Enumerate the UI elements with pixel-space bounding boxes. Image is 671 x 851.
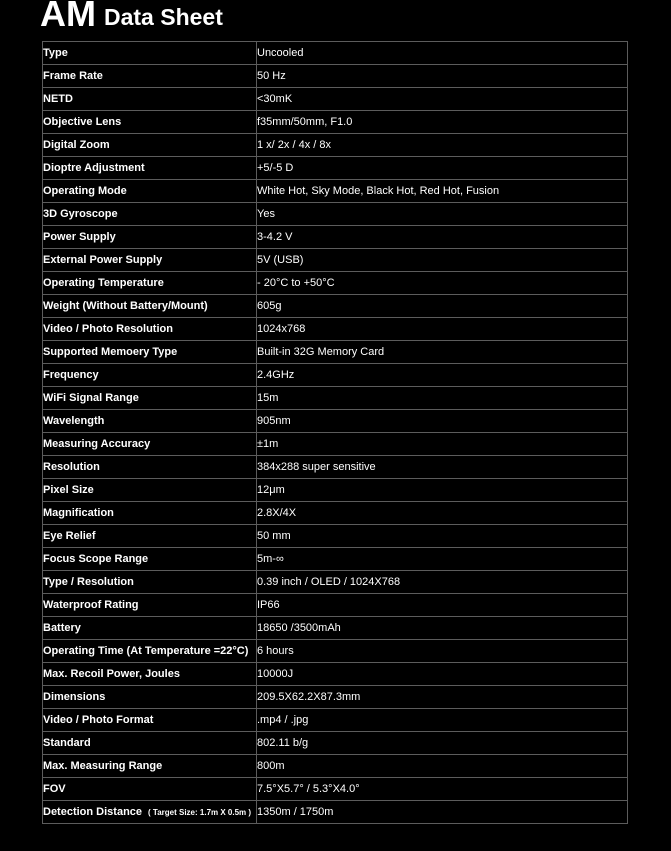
spec-label: Pixel Size: [43, 483, 94, 496]
spec-label: Operating Temperature: [43, 276, 164, 289]
spec-label: Video / Photo Format: [43, 713, 154, 726]
spec-label-cell: [43, 180, 257, 203]
spec-value: 2.4GHz: [257, 364, 628, 387]
spec-label-cell: [43, 548, 257, 571]
spec-row: [43, 617, 628, 640]
spec-label-cell: [43, 272, 257, 295]
spec-label-cell: [43, 433, 257, 456]
spec-value: 6 hours: [257, 640, 628, 663]
spec-label-cell: [43, 318, 257, 341]
spec-label: Focus Scope Range: [43, 552, 149, 565]
spec-row: [43, 65, 628, 88]
spec-table-body: [43, 42, 628, 824]
spec-row: [43, 686, 628, 709]
spec-value: White Hot, Sky Mode, Black Hot, Red Hot, Fusion: [257, 180, 628, 203]
spec-value: 1024x768: [257, 318, 628, 341]
spec-label: Operating Mode: [43, 184, 127, 197]
spec-label-cell: [43, 88, 257, 111]
spec-label: Eye Relief: [43, 529, 96, 542]
spec-value: 802.11 b/g: [257, 732, 628, 755]
spec-label: Type: [43, 46, 68, 59]
spec-row: [43, 479, 628, 502]
spec-label-cell: [43, 341, 257, 364]
spec-value: Yes: [257, 203, 628, 226]
spec-value: 5V (USB): [257, 249, 628, 272]
spec-label: Max. Recoil Power, Joules: [43, 667, 180, 680]
spec-value: 18650 /3500mAh: [257, 617, 628, 640]
spec-label: Dimensions: [43, 690, 106, 703]
spec-row: [43, 410, 628, 433]
spec-value: 384x288 super sensitive: [257, 456, 628, 479]
spec-row: [43, 318, 628, 341]
spec-label-cell: [43, 249, 257, 272]
spec-row: [43, 594, 628, 617]
spec-label: Operating Time (At Temperature =22°C): [43, 644, 249, 657]
spec-label: NETD: [43, 92, 73, 105]
spec-value: 800m: [257, 755, 628, 778]
spec-label-cell: [43, 709, 257, 732]
spec-label: Resolution: [43, 460, 100, 473]
spec-row: [43, 709, 628, 732]
spec-table: [42, 41, 628, 824]
spec-value: 10000J: [257, 663, 628, 686]
spec-row: [43, 640, 628, 663]
spec-label: Dioptre Adjustment: [43, 161, 145, 174]
spec-label-cell: [43, 295, 257, 318]
spec-row: [43, 755, 628, 778]
spec-value: IP66: [257, 594, 628, 617]
spec-label-cell: [43, 801, 257, 824]
spec-label: FOV: [43, 782, 66, 795]
spec-row: [43, 663, 628, 686]
spec-value: 1350m / 1750m: [257, 801, 628, 824]
spec-label-cell: [43, 364, 257, 387]
spec-label-cell: [43, 111, 257, 134]
spec-value: 605g: [257, 295, 628, 318]
spec-label: Digital Zoom: [43, 138, 110, 151]
page-header: [40, 0, 223, 32]
spec-label: Weight (Without Battery/Mount): [43, 299, 208, 312]
spec-row: [43, 364, 628, 387]
spec-row: [43, 134, 628, 157]
spec-label-cell: [43, 203, 257, 226]
spec-row: [43, 571, 628, 594]
spec-value: 15m: [257, 387, 628, 410]
spec-row: [43, 387, 628, 410]
spec-value: 3-4.2 V: [257, 226, 628, 249]
spec-row: [43, 203, 628, 226]
spec-label: Frame Rate: [43, 69, 103, 82]
spec-label: Objective Lens: [43, 115, 122, 128]
spec-label: Frequency: [43, 368, 99, 381]
spec-value: 0.39 inch / OLED / 1024X768: [257, 571, 628, 594]
spec-row: [43, 249, 628, 272]
spec-row: [43, 456, 628, 479]
spec-label: Type / Resolution: [43, 575, 134, 588]
spec-label-cell: [43, 502, 257, 525]
spec-label-cell: [43, 456, 257, 479]
spec-row: [43, 801, 628, 824]
spec-value: <30mK: [257, 88, 628, 111]
spec-label: Battery: [43, 621, 81, 634]
spec-label: Measuring Accuracy: [43, 437, 151, 450]
spec-label-cell: [43, 479, 257, 502]
spec-label-cell: [43, 134, 257, 157]
spec-label-cell: [43, 387, 257, 410]
spec-label: External Power Supply: [43, 253, 163, 266]
spec-label-cell: [43, 410, 257, 433]
spec-value: ±1m: [257, 433, 628, 456]
spec-row: [43, 42, 628, 65]
spec-label: Standard: [43, 736, 91, 749]
spec-value: 7.5°X5.7° / 5.3°X4.0°: [257, 778, 628, 801]
spec-value: 5m-∞: [257, 548, 628, 571]
spec-row: [43, 272, 628, 295]
spec-label-cell: [43, 157, 257, 180]
spec-label: WiFi Signal Range: [43, 391, 139, 404]
spec-value: f35mm/50mm, F1.0: [257, 111, 628, 134]
spec-row: [43, 433, 628, 456]
spec-row: [43, 778, 628, 801]
spec-label: 3D Gyroscope: [43, 207, 118, 220]
spec-label: Video / Photo Resolution: [43, 322, 173, 335]
spec-label-cell: [43, 732, 257, 755]
spec-value: 209.5X62.2X87.3mm: [257, 686, 628, 709]
spec-label-cell: [43, 525, 257, 548]
spec-label: Waterproof Rating: [43, 598, 139, 611]
spec-row: [43, 502, 628, 525]
spec-label-cell: [43, 663, 257, 686]
spec-label-note: ( Target Size: 1.7m X 0.5m ): [148, 807, 252, 817]
spec-label-cell: [43, 617, 257, 640]
brand-name: AM: [40, 0, 96, 34]
spec-label: Detection Distance: [43, 805, 143, 818]
spec-value: .mp4 / .jpg: [257, 709, 628, 732]
spec-row: [43, 88, 628, 111]
spec-value: 12μm: [257, 479, 628, 502]
spec-row: [43, 525, 628, 548]
spec-label: Supported Memoery Type: [43, 345, 178, 358]
spec-value: Uncooled: [257, 42, 628, 65]
spec-label: Magnification: [43, 506, 114, 519]
spec-label-cell: [43, 226, 257, 249]
spec-row: [43, 341, 628, 364]
spec-label-cell: [43, 778, 257, 801]
spec-row: [43, 732, 628, 755]
spec-label: Wavelength: [43, 414, 105, 427]
spec-label-cell: [43, 42, 257, 65]
spec-label: Max. Measuring Range: [43, 759, 163, 772]
spec-value: Built-in 32G Memory Card: [257, 341, 628, 364]
spec-label-cell: [43, 571, 257, 594]
spec-row: [43, 226, 628, 249]
spec-label: Power Supply: [43, 230, 116, 243]
spec-label-cell: [43, 686, 257, 709]
spec-value: 2.8X/4X: [257, 502, 628, 525]
spec-label-cell: [43, 65, 257, 88]
spec-row: [43, 548, 628, 571]
spec-row: [43, 180, 628, 203]
spec-value: +5/-5 D: [257, 157, 628, 180]
spec-label-cell: [43, 594, 257, 617]
spec-value: 1 x/ 2x / 4x / 8x: [257, 134, 628, 157]
page-title: Data Sheet: [104, 4, 223, 30]
spec-row: [43, 111, 628, 134]
spec-label-cell: [43, 755, 257, 778]
spec-row: [43, 295, 628, 318]
spec-value: 50 mm: [257, 525, 628, 548]
spec-label-cell: [43, 640, 257, 663]
spec-value: - 20°C to +50°C: [257, 272, 628, 295]
spec-row: [43, 157, 628, 180]
spec-value: 50 Hz: [257, 65, 628, 88]
spec-value: 905nm: [257, 410, 628, 433]
